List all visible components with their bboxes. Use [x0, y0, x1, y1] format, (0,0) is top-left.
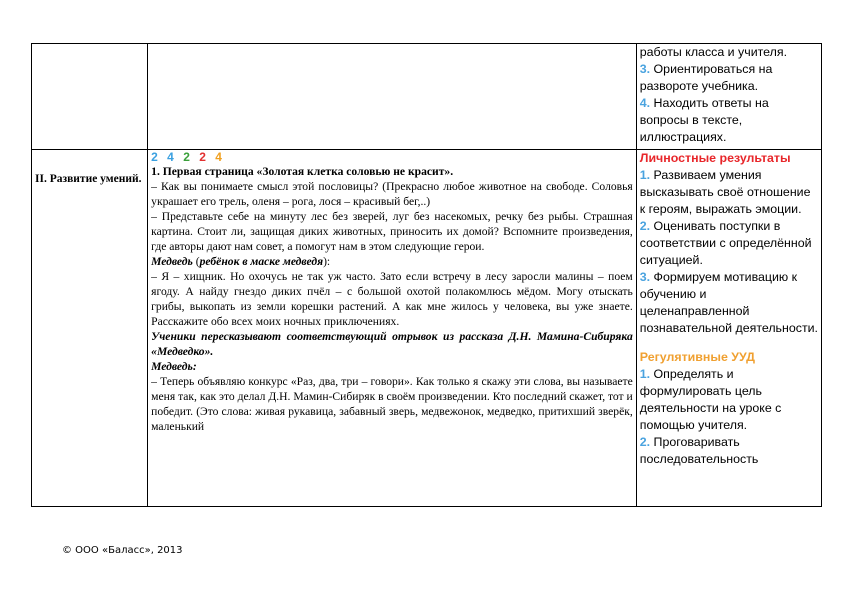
outcome-number: 2.	[639, 435, 651, 449]
task-code: 4	[215, 150, 225, 164]
instruction: Ученики пересказывают соответствующий отрывок из рассказа Д.Н. Мамина-Сибиряка «Медведко».	[151, 330, 633, 358]
outcome-number: 3.	[639, 62, 651, 76]
lesson-table	[31, 43, 822, 507]
role-paren: (	[192, 255, 200, 268]
table-row	[32, 44, 822, 150]
outcome-item	[640, 61, 818, 95]
paragraph: – Представьте себе на минуту лес без зверей, луг без насекомых, речку без рыбы. Страшная картина. Стоит ли, защищая диких животных, приносить их домой? Вспомните произведения, где авторы дают нам совет, а помогут нам в этом следующие герои.	[151, 210, 633, 253]
task-code: 2	[199, 150, 209, 164]
outcomes-heading: Личностные результаты	[639, 151, 791, 165]
stage-cell	[32, 150, 148, 507]
outcome-text: работы класса и учителя.	[639, 45, 788, 59]
outcome-item	[640, 95, 818, 146]
outcome-number: 1.	[639, 367, 651, 381]
outcome-text: Оценивать поступки в соответствии с определённой ситуацией.	[639, 219, 812, 267]
outcome-text: Проговаривать последовательность	[639, 435, 759, 466]
outcome-number: 2.	[639, 219, 651, 233]
role-paren: ):	[323, 255, 331, 268]
copyright-footer: © ООО «Баласс», 2013	[62, 545, 183, 556]
outcome-number: 1.	[639, 168, 651, 182]
outcome-number: 3.	[639, 270, 651, 284]
role-name: Медведь	[151, 255, 193, 268]
outcomes-heading: Регулятивные УУД	[639, 350, 755, 364]
outcome-text: Формируем мотивацию к обучению и целенаправленной познавательной деятельности.	[639, 270, 818, 335]
paragraph: – Как вы понимаете смысл этой пословицы? (Прекрасно любое животное на свободе. Соловья украшает его трель, оленя – рога, лося – красивый бег,..)	[151, 180, 633, 208]
outcome-item	[640, 434, 818, 468]
outcome-text: Ориентироваться на развороте учебника.	[639, 62, 773, 93]
outcome-item	[640, 269, 818, 337]
outcome-number: 4.	[639, 96, 651, 110]
outcome-text: Развиваем умения высказывать своё отношение к героям, выражать эмоции.	[639, 168, 811, 216]
section-title: 1. Первая страница «Золотая клетка соловью не красит».	[151, 165, 454, 178]
outcomes-cell	[636, 44, 821, 150]
outcome-item	[640, 366, 818, 434]
task-code: 2	[151, 150, 161, 164]
outcomes-cell	[636, 150, 821, 507]
task-code: 4	[167, 150, 177, 164]
stage-title: II. Развитие умений.	[35, 173, 142, 185]
table-row	[32, 150, 822, 507]
outcome-item	[640, 167, 818, 218]
outcome-text: Определять и формулировать цель деятельности на уроке с помощью учителя.	[639, 367, 782, 432]
paragraph: – Я – хищник. Но охочусь не так уж часто. Зато если встречу в лесу заросли малины – поем ягоду. А найду гнездо диких пчёл – с большой охотой полакомлюсь мёдом. Могу отыскать грибы, выкопать из земли корешки растений. А как мне жилось у человека, вы уже знаете. Расскажите обо всех моих ночных приключениях.	[151, 270, 633, 328]
content-cell	[148, 44, 637, 150]
paragraph: – Теперь объявляю конкурс «Раз, два, три – говори». Как только я скажу эти слова, вы называете меня так, как это делал Д.Н. Мамин-Сибиряк в своём произведении. Кто последний скажет, тот и победит. (Это слова: живая рукавица, забавный зверь, медвежонок, медведко, притихший зверёк, маленький	[151, 375, 633, 433]
stage-cell	[32, 44, 148, 150]
spacer	[640, 337, 818, 349]
outcome-item	[640, 44, 818, 61]
task-codes	[151, 150, 633, 164]
outcome-text: Находить ответы на вопросы в тексте, иллюстрациях.	[639, 96, 769, 144]
role-note: ребёнок в маске медведя	[199, 255, 324, 268]
outcome-item	[640, 218, 818, 269]
task-code: 2	[183, 150, 193, 164]
content-cell	[148, 150, 637, 507]
role-name: Медведь:	[151, 360, 197, 373]
role-line	[151, 254, 633, 269]
